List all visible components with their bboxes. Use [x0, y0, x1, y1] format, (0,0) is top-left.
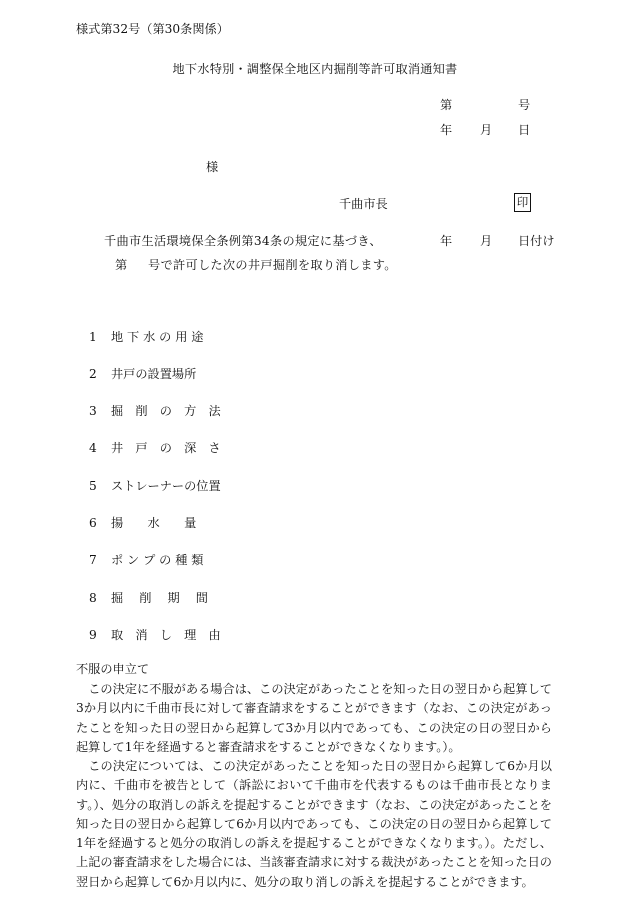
- item-number: 7: [89, 553, 97, 567]
- seal-stamp: 印: [514, 193, 531, 212]
- item-label: 地 下 水 の 用 途: [111, 330, 204, 344]
- item-label: 揚 水 量: [111, 516, 197, 530]
- permit-date-day: 日付け: [518, 234, 555, 248]
- body-line-2: 号で許可した次の井戸掘削を取り消します。: [148, 258, 397, 272]
- item-number: 3: [89, 404, 97, 418]
- item-label: 掘 削 期 間: [111, 591, 208, 605]
- addressee-suffix: 様: [206, 160, 219, 174]
- item-number: 6: [89, 516, 97, 530]
- item-label: 取 消 し 理 由: [111, 628, 221, 642]
- permit-number-prefix: 第: [115, 258, 128, 272]
- item-label: 井 戸 の 深 さ: [111, 441, 221, 455]
- appeal-heading: 不服の申立て: [76, 662, 150, 676]
- body-line-1: 千曲市生活環境保全条例第34条の規定に基づき、: [104, 234, 382, 248]
- item-number: 8: [89, 591, 97, 605]
- doc-number-prefix: 第: [440, 98, 453, 112]
- doc-number-suffix: 号: [518, 98, 531, 112]
- item-number: 9: [89, 628, 97, 642]
- item-number: 2: [89, 367, 97, 381]
- item-number: 5: [89, 479, 97, 493]
- permit-date-month: 月: [480, 234, 493, 248]
- date-day-label: 日: [518, 123, 531, 137]
- issuer-name: 千曲市長: [339, 197, 388, 211]
- item-number: 1: [89, 330, 97, 344]
- item-number: 4: [89, 441, 97, 455]
- document-title: 地下水特別・調整保全地区内掘削等許可取消通知書: [172, 62, 458, 76]
- appeal-paragraph-1: この決定に不服がある場合は、この決定があったことを知った日の翌日から起算して3か月以内に千曲市長に対して審査請求をすることができます（なお、この決定があったことを知った日の翌日から起算して3か月以内であっても、この決定の日の翌日から起算して1年を経過すると審査請求をすることができなくなります。）。: [76, 682, 552, 754]
- date-month-label: 月: [480, 123, 493, 137]
- permit-date-year: 年: [440, 234, 453, 248]
- date-year-label: 年: [440, 123, 453, 137]
- appeal-paragraph-2: この決定については、この決定があったことを知った日の翌日から起算して6か月以内に、千曲市を被告として（訴訟において千曲市を代表するものは千曲市長となります。）、処分の取消しの訴えを提起することができます（なお、この決定があったことを知った日の翌日から起算して6か月以内であっても、この決定の日の翌日から起算して1年を経過すると処分の取消しの訴えを提起することができなくなります。）。ただし、上記の審査請求をした場合には、当該審査請求に対する裁決があったことを知った日の翌日から起算して6か月以内に、処分の取り消しの訴えを提起することができます。: [76, 759, 552, 889]
- item-label: ストレーナーの位置: [111, 479, 221, 493]
- item-label: ポ ン プ の 種 類: [111, 553, 204, 567]
- item-label: 掘 削 の 方 法: [111, 404, 221, 418]
- form-number: 様式第32号（第30条関係）: [76, 22, 229, 36]
- item-label: 井戸の設置場所: [111, 367, 197, 381]
